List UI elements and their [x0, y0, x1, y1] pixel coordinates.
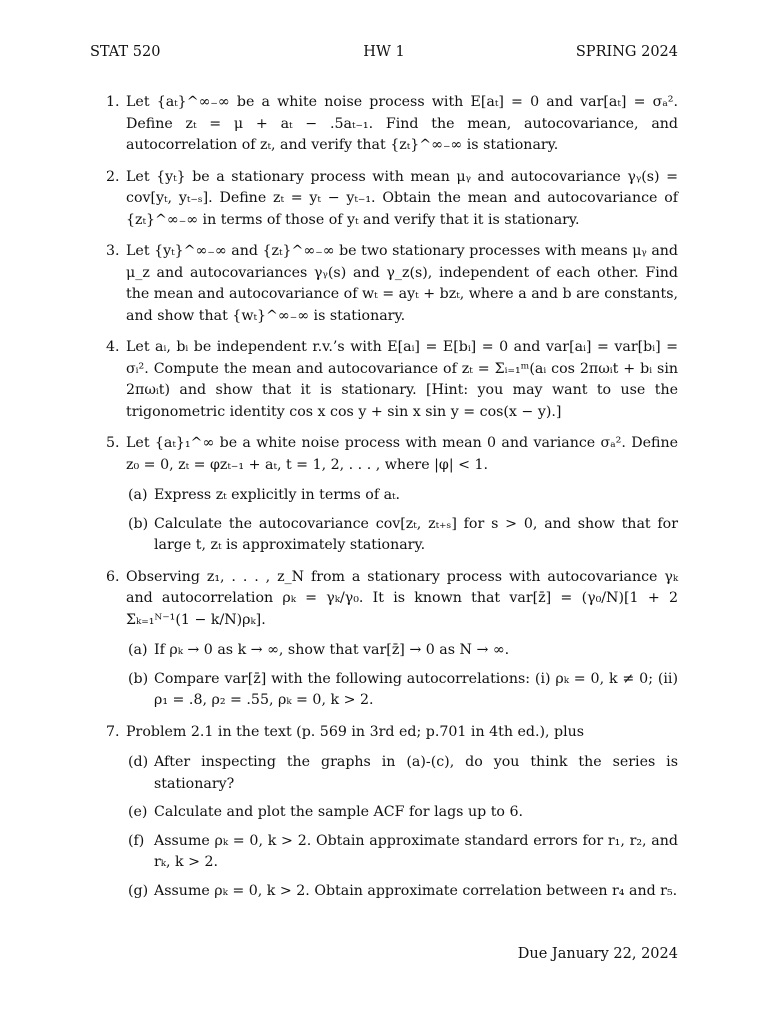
subpart-text: Assume ρₖ = 0, k > 2. Obtain approximate correlation between r₄ and r₅.: [154, 882, 678, 899]
problem-number: 5.: [106, 435, 120, 451]
problem-text: Let {yₜ}^∞₋∞ and {zₜ}^∞₋∞ be two stationary processes with means μᵧ and μ_z and autocovariances γᵧ(s) and γ_z(s), independent of each other. Find the mean and autocovariance of wₜ = ayₜ + bzₜ, where a and b are constants, and show that {wₜ}^∞₋∞ is stationary.: [126, 243, 678, 324]
subpart-item: [128, 802, 678, 824]
subpart-text: Compare var[z̄] with the following autocorrelations: (i) ρₖ = 0, k ≠ 0; (ii) ρ₁ = .8, ρ₂ = .55, ρₖ = 0, k > 2.: [154, 670, 678, 708]
subpart-list: [126, 640, 678, 712]
page-header: [90, 44, 678, 64]
problem-item: [108, 567, 678, 712]
problem-text: Let {aₜ}^∞₋∞ be a white noise process with E[aₜ] = 0 and var[aₜ] = σₐ². Define zₜ = μ + aₜ − .5aₜ₋₁. Find the mean, autocovariance, and autocorrelation of zₜ, and verify that {zₜ}^∞₋∞ is stationary.: [126, 94, 678, 153]
problem-item: [108, 241, 678, 327]
subpart-text: If ρₖ → 0 as k → ∞, show that var[z̄] → 0 as N → ∞.: [154, 642, 510, 658]
subpart-label: (g): [128, 882, 149, 899]
subpart-item: [128, 831, 678, 874]
problem-list: [108, 92, 678, 912]
subpart-label: (f): [128, 832, 145, 849]
subpart-item: [128, 752, 678, 795]
subpart-text: After inspecting the graphs in (a)-(c), do you think the series is stationary?: [154, 754, 678, 792]
subpart-label: (d): [128, 754, 149, 770]
subpart-label: (e): [128, 804, 148, 820]
problem-number: 6.: [106, 568, 120, 585]
subpart-text: Assume ρₖ = 0, k > 2. Obtain approximate standard errors for r₁, r₂, and rₖ, k > 2.: [154, 832, 678, 870]
subpart-item: [128, 514, 678, 557]
problem-text: Observing z₁, . . . , z_N from a stationary process with autocovariance γₖ and autocorrelation ρₖ = γₖ/γ₀. It is known that var[z̄] = (γ₀/N)[1 + 2 Σₖ₌₁ᴺ⁻¹(1 − k/N)ρₖ].: [126, 568, 678, 628]
subpart-list: [126, 485, 678, 557]
problem-number: 7.: [106, 723, 120, 740]
subpart-list: [126, 752, 678, 902]
subpart-text: Calculate and plot the sample ACF for lags up to 6.: [154, 804, 523, 820]
subpart-item: [128, 640, 678, 662]
problem-item: [108, 337, 678, 423]
problem-number: 3.: [106, 243, 120, 259]
subpart-text: Calculate the autocovariance cov[zₜ, zₜ₊ₛ] for s > 0, and show that for large t, zₜ is approximately stationary.: [154, 515, 678, 553]
subpart-label: (a): [128, 642, 148, 658]
problem-item: [108, 92, 678, 157]
assignment-label: HW 1: [363, 44, 405, 60]
subpart-label: (b): [128, 515, 149, 532]
subpart-text: Express zₜ explicitly in terms of aₜ.: [154, 487, 401, 503]
course-label: STAT 520: [90, 44, 161, 60]
problem-text: Problem 2.1 in the text (p. 569 in 3rd ed; p.701 in 4th ed.), plus: [126, 723, 585, 740]
problem-item: [108, 167, 678, 232]
problem-item: [108, 433, 678, 557]
subpart-label: (b): [128, 670, 149, 687]
term-label: SPRING 2024: [575, 44, 678, 60]
subpart-item: [128, 881, 678, 903]
problem-text: Let aᵢ, bᵢ be independent r.v.’s with E[aᵢ] = E[bᵢ] = 0 and var[aᵢ] = var[bᵢ] = σᵢ². Compute the mean and autocovariance of zₜ = Σᵢ₌₁ᵐ(aᵢ cos 2πωᵢt + bᵢ sin 2πωᵢt) and show that it is stationary. [Hint: you may want to use the trigonometric identity cos x cos y + sin x sin y = cos(x − y).]: [126, 339, 678, 420]
subpart-item: [128, 669, 678, 712]
due-date: Due January 22, 2024: [517, 946, 678, 962]
subpart-item: [128, 485, 678, 507]
problem-item: [108, 722, 678, 903]
problem-text: Let {yₜ} be a stationary process with mean μᵧ and autocovariance γᵧ(s) = cov[yₜ, yₜ₋ₛ]. Define zₜ = yₜ − yₜ₋₁. Obtain the mean and autocovariance of {zₜ}^∞₋∞ in terms of those of yₜ and verify that it is stationary.: [126, 168, 678, 228]
problem-text: Let {aₜ}₁^∞ be a white noise process with mean 0 and variance σₐ². Define z₀ = 0, zₜ = φzₜ₋₁ + aₜ, t = 1, 2, . . . , where |φ| < 1.: [126, 435, 678, 473]
subpart-label: (a): [128, 487, 148, 503]
problem-number: 2.: [106, 168, 120, 185]
problem-number: 1.: [106, 94, 120, 110]
problem-number: 4.: [106, 339, 120, 355]
